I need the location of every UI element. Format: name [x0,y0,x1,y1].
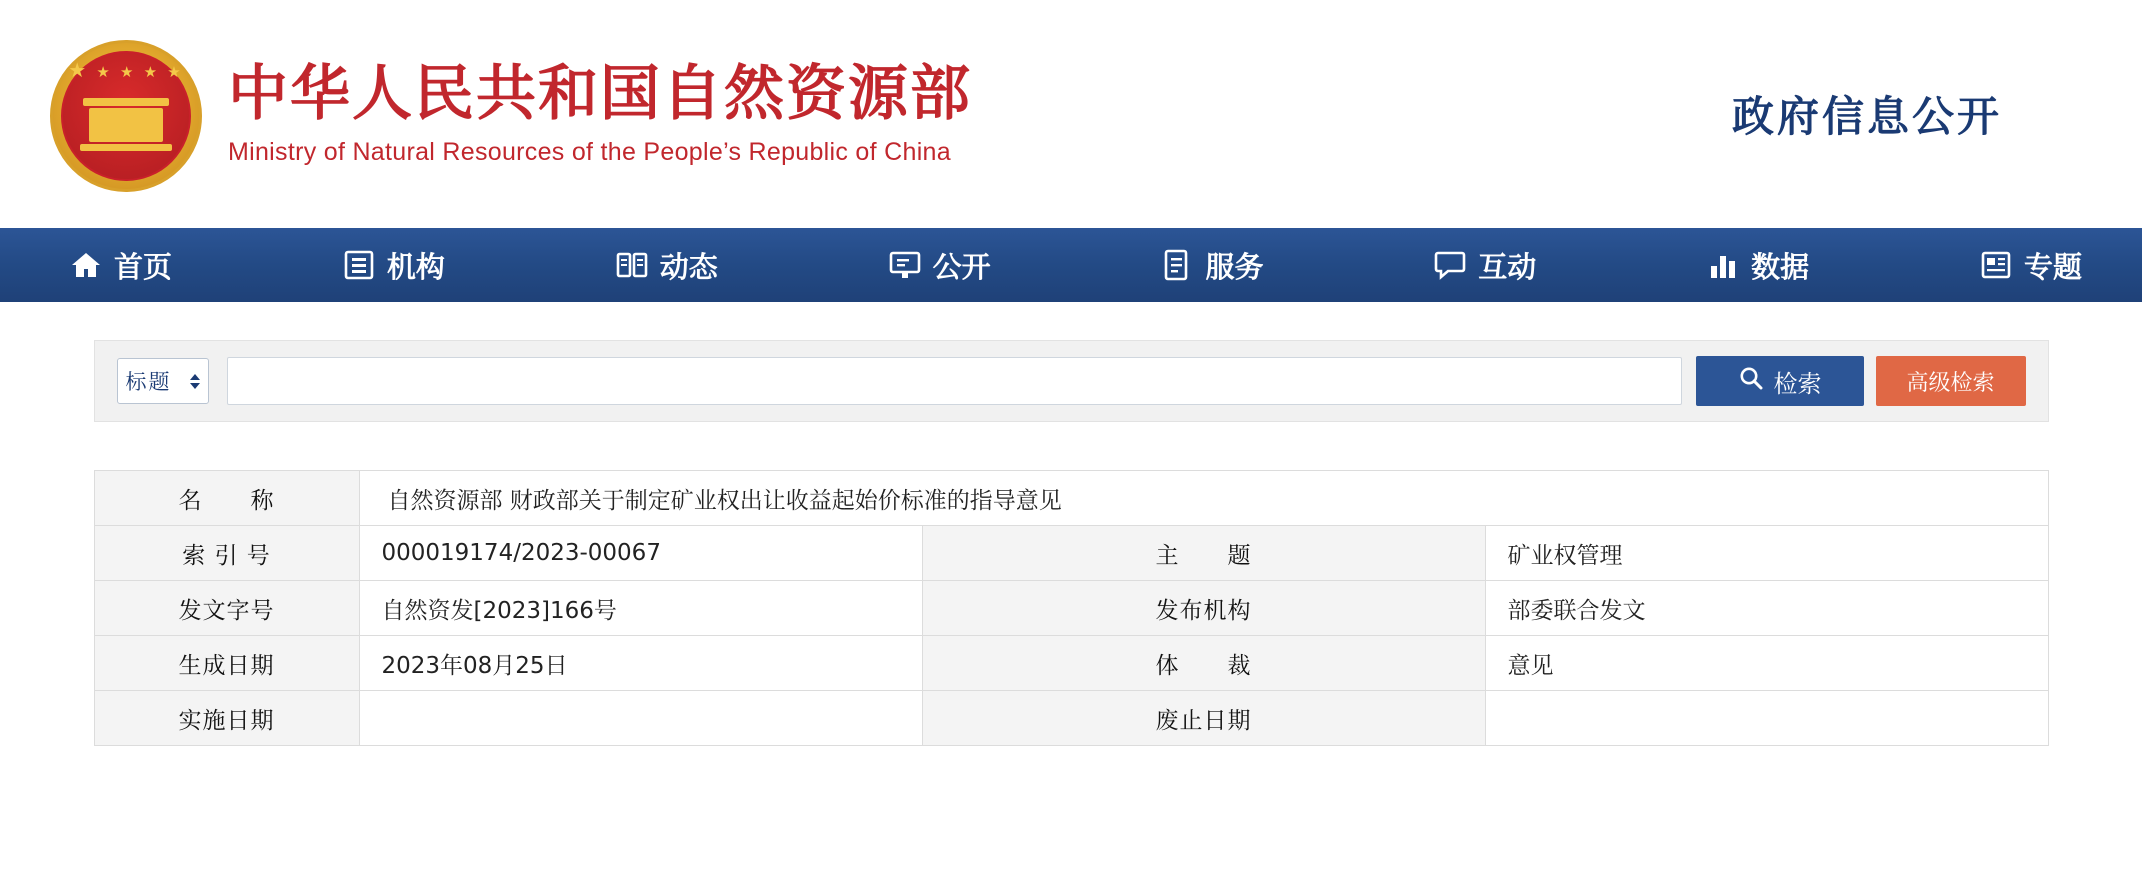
table-row [94,471,2048,526]
chevron-updown-icon [190,374,200,389]
nav-label-data: 数据 [1751,249,1810,284]
bar-chart-icon [1707,249,1739,281]
nav-item-news[interactable] [616,245,889,286]
nav-item-organization[interactable] [343,245,616,286]
row-value-repeal-date [1485,691,2048,746]
nav-label-disclosure: 公开 [932,249,991,284]
building-icon [343,249,375,281]
nav-item-data[interactable] [1707,245,1980,286]
monitor-icon [889,249,921,281]
row-value-index: 000019174/2023-00067 [359,526,922,581]
table-row [94,691,2048,746]
home-icon [70,249,102,281]
site-title-en: Ministry of Natural Resources of the People’s Republic of China [228,138,951,167]
page-title: 政府信息公开 [1731,92,2002,141]
page-body-spacer [94,746,2049,866]
nav-item-service[interactable] [1161,245,1434,286]
table-row [94,526,2048,581]
row-label-repeal-date: 废止日期 [922,691,1485,746]
national-emblem-icon: ★ ★ ★ ★ ★ [50,40,202,192]
search-button-label: 检索 [1773,369,1822,398]
table-row [94,581,2048,636]
nav-label-home: 首页 [114,249,173,284]
chat-icon [1434,249,1466,281]
row-label-genre: 体 裁 [922,636,1485,691]
nav-label-service: 服务 [1205,249,1264,284]
nav-label-organization: 机构 [386,249,445,284]
search-bar [94,340,2049,422]
nav-label-interaction: 互动 [1478,249,1537,284]
row-value-genre: 意见 [1485,636,2048,691]
search-button[interactable] [1696,356,1864,406]
content-area [0,302,2142,866]
nav-item-home[interactable] [70,245,343,286]
book-icon [616,249,648,281]
document-pen-icon [1161,249,1193,281]
search-field-select[interactable] [117,358,209,404]
nav-item-disclosure[interactable] [889,245,1162,286]
site-title-cn: 中华人民共和国自然资源部 [228,58,972,129]
row-label-created-date: 生成日期 [94,636,359,691]
row-label-index: 索 引 号 [94,526,359,581]
row-value-name: 自然资源部 财政部关于制定矿业权出让收益起始价标准的指导意见 [359,471,2048,526]
advanced-search-label: 高级检索 [1906,370,1995,396]
row-label-effective-date: 实施日期 [94,691,359,746]
row-label-issuing-agency: 发布机构 [922,581,1485,636]
row-value-effective-date [359,691,922,746]
row-label-doc-number: 发文字号 [94,581,359,636]
row-value-issuing-agency: 部委联合发文 [1485,581,2048,636]
main-navigation [0,228,2142,302]
search-input[interactable] [227,357,1682,405]
nav-label-topic: 专题 [2024,249,2083,284]
nav-item-topic[interactable] [1980,245,2082,286]
site-header [0,0,2142,228]
nav-item-interaction[interactable] [1434,245,1707,286]
row-label-subject: 主 题 [922,526,1485,581]
nav-label-news: 动态 [659,249,718,284]
table-row [94,636,2048,691]
search-icon [1738,365,1764,397]
row-value-created-date: 2023年08月25日 [359,636,922,691]
document-info-table [94,470,2049,746]
row-value-doc-number: 自然资发[2023]166号 [359,581,922,636]
row-value-subject: 矿业权管理 [1485,526,2048,581]
site-title-block [228,58,972,167]
search-field-select-value: 标题 [125,370,172,394]
news-icon [1980,249,2012,281]
row-label-name: 名 称 [94,471,359,526]
advanced-search-button[interactable] [1876,356,2026,406]
